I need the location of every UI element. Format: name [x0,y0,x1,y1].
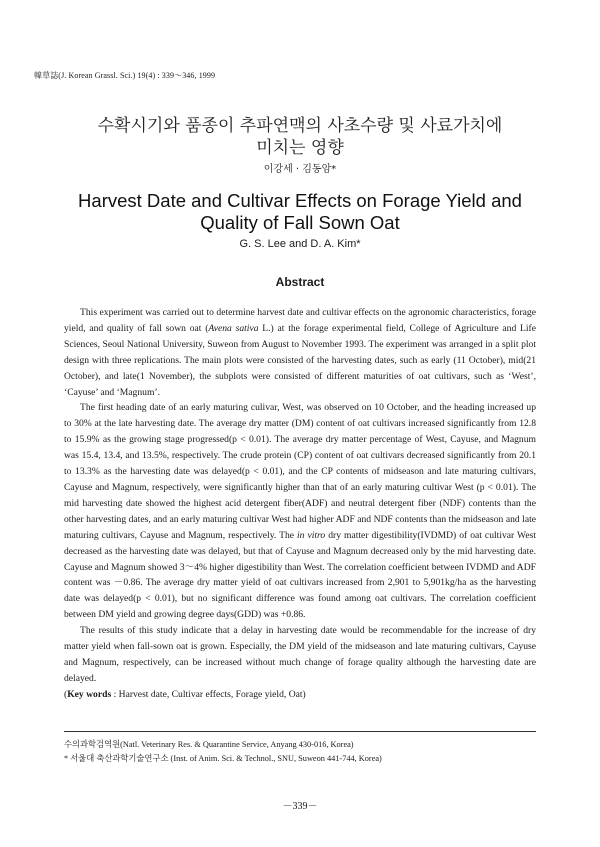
korean-title [60,115,540,159]
english-authors: G. S. Lee and D. A. Kim* [239,238,361,250]
keywords-open-paren: ( [64,688,68,700]
abstract-p2-text-b: dry matter digestibility(IVDMD) of oat cultivar West decreased as the harvesting date was delayed, but that of Cayuse and Magnum decreased only by the mid harvesting date. Cayuse and Magnum showed 3～4% higher digestibility than West. The correlation coefficient between IVDMD and ADF content was －0.86. The average dry matter yield of oat cultivars increased from 2,901 to 5,901kg/ha as the harvesting date was delayed(p < 0.01), but no significant difference was found among oat cultivars. The correlation coefficient between DM yield and growing degree days(GDD) was +0.86. [64,529,536,621]
footnote-affiliation-1: 수의과학검역원(Natl. Veterinary Res. & Quarantine Service, Anyang 430-016, Korea) [64,740,354,749]
abstract-heading: Abstract [275,275,325,289]
keywords-text: : Harvest date, Cultivar effects, Forage yield, Oat) [111,688,306,700]
english-title [60,190,540,234]
keywords-label: Key words [67,688,112,700]
keywords [64,687,536,703]
footnote-divider [64,731,536,732]
footnotes [64,738,544,766]
species-name: Avena sativa [208,322,259,334]
footnote-affiliation-2: * 서울대 축산과학기술연구소 (Inst. of Anim. Sci. & Technol., SNU, Suweon 441-744, Korea) [64,754,382,763]
page-number: －339－ [282,801,318,812]
abstract-p1-text-b: L.) at the forage experimental field, College of Agriculture and Life Sciences, Seoul National University, Suweon from August to November 1993. The experiment was arranged in a split plot design with three replications. The main plots were consisted of the harvesting dates, such as early (11 October), mid(21 October), and late(1 November), the subplots were consisted of different maturities of oat cultivars, such as ‘West’, ‘Cayuse’ and ‘Magnum’. [64,322,536,398]
abstract-paragraph-2 [64,400,536,623]
abstract-body [64,305,536,703]
abstract-p2-text-a: The first heading date of an early maturing culivar, West, was observed on 10 October, and the heading increased up to 30% at the late harvesting date. The average dry matter (DM) content of oat cultivars increased significantly from 12.8 to 15.9% as the growing stage progressed(p < 0.01). The average dry matter percentage of West, Cayuse, and Magnum was 15.4, 13.4, and 13.5%, respectively. The crude protein (CP) content of oat cultivars decreased significantly from 20.1 to 13.3% as the harvesting date was delayed(p < 0.01), and the CP contents of midseason and late maturing cultivars, Cayuse and Magnum, respectively, were significantly higher than that of an early maturing cultivar West (p < 0.01). The mid harvesting date showed the highest acid detergent fiber(ADF) and neutral detergent fiber (NDF) contents than the other harvesting dates, and an early maturing cultivar West had higher ADF and NDF contents than the midseason and late maturing cultivars, Cayuse and Magnum, respectively. The [64,402,536,541]
in-vitro-term: in vitro [297,529,326,541]
korean-title-line-1: 수확시기와 품종이 추파연맥의 사초수량 및 사료가치에 [97,116,503,136]
english-title-line-2: Quality of Fall Sown Oat [200,212,400,233]
korean-authors: 이강세 · 김동암* [263,164,337,175]
abstract-p1-text-a: This experiment was carried out to determine harvest date and cultivar effects on the agronomic characteristics, forage yield, and quality of fall sown oat ( [64,307,536,334]
abstract-paragraph-1 [64,305,536,400]
abstract-paragraph-3: The results of this study indicate that a delay in harvesting date would be recommendable for the increase of dry matter yield when fall-sown oat is grown. Especially, the DM yield of the midseason and late maturing cultivars, Cayuse and Magnum, respectively, can be increased without much change of forage quality although the harvesting date are delayed. [64,625,536,684]
english-title-line-1: Harvest Date and Cultivar Effects on Forage Yield and [78,190,522,211]
korean-title-line-2: 미치는 영향 [256,138,344,158]
journal-header: 韓草誌(J. Korean Grassl. Sci.) 19(4) : 339～346, 1999 [34,71,216,80]
